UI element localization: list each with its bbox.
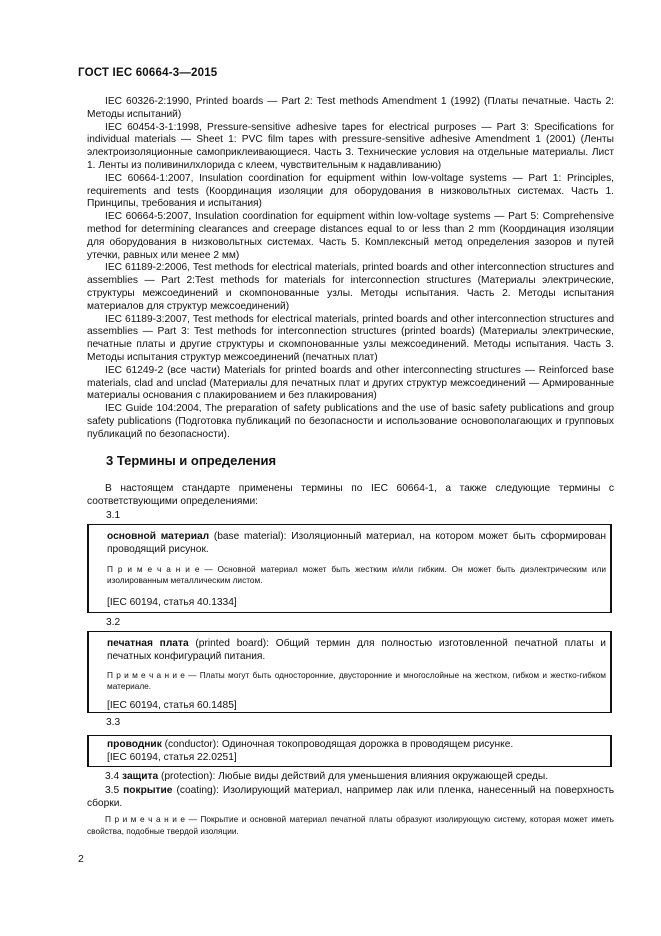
term-source: [IEC 60194, статья 40.1334] [107,596,237,608]
term-number: 3.1 [106,510,121,521]
term-number: 3.2 [106,617,121,628]
reference-item: IEC 61249-2 (все части) Materials for printed boards and other interconnecting structures — Reinforced base materials, clad and unclad (Материалы для печатных плат и других структур межсоединений — Армированные материалы основания с плакированием и без плакирования) [87,364,614,402]
reference-item: IEC 61189-3:2007, Test methods for electrical materials, printed boards and other interconnection structures and assemblies — Part 3: Test methods for interconnection structures (printed boards) (Материалы электрические, печатные платы и другие структуры и скомпонованные узлы межсоединений. Методы испытания. Часть 3. Методы испытания структур межсоединений (печатных плат) [87,313,614,363]
reference-item: IEC 60454-3-1:1998, Pressure-sensitive adhesive tapes for electrical purposes — Part 3: Specifications for individual materials — Sheet 1: PVC film tapes with pressure-sensitive adhesive Amendment 1 (2001) (Ленты электроизоляционные самоприклеивающиеся. Часть 3. Технические условия на отдельные материалы. Лист 1. Ленты из поливинилхлорида с клеем, чувствительным к надавливанию) [87,121,614,171]
term-number: 3.5 [105,785,120,796]
term-text: (base material): Изоляционный материал, на котором может быть сформирован проводящий рисунок. [107,531,606,555]
term-coating [87,785,614,811]
coating-note [87,814,614,837]
term-source: [IEC 60194, статья 60.1485] [107,699,237,711]
document-header: ГОСТ IEC 60664-3—2015 [78,67,218,79]
normative-references [87,96,614,442]
reference-item: IEC 61189-2:2006, Test methods for electrical materials, printed boards and other interconnection structures and assemblies — Part 2:Test methods for materials for interconnection structures (Материалы электрические, структуры межсоединений и скомпонованные узлы. Методы испытания. Часть 2. Методы испытания материалов для структур межсоединений) [87,262,614,312]
term-text: (protection): Любые виды действий для уменьшения влияния окружающей среды. [158,771,549,782]
term-box-base-material [87,524,612,613]
term-number: 3.4 [105,771,120,782]
term-name: проводник [107,739,162,750]
term-number: 3.3 [106,717,121,728]
term-definition [89,531,606,557]
note-label: П р и м е ч а н и е [107,563,200,574]
reference-item: IEC 60326-2:1990, Printed boards — Part 2: Test methods Amendment 1 (1992) (Платы печатные. Часть 2: Методы испытаний) [87,96,614,120]
term-definition [89,638,606,664]
term-name: покрытие [123,785,173,796]
section-title: 3 Термины и определения [106,453,277,468]
term-source: [IEC 60194, статья 22.0251] [107,751,237,763]
note-text: — Платы могут быть односторонние, двусторонние и многослойные на жестком, гибком и жестко-гибком материале. [107,669,606,692]
term-box-conductor [87,735,612,767]
term-text: (conductor): Одиночная токопроводящая дорожка в проводящем рисунке. [161,739,514,750]
term-definition [89,739,606,752]
note-text: — Основной материал может быть жестким и/или гибким. Он может быть диэлектрическим или изолированным металлическим листом. [107,563,606,586]
term-protection [87,771,614,784]
term-name: защита [122,771,159,782]
term-name: основной материал [107,531,210,542]
term-box-printed-board [87,631,612,713]
term-note [89,564,606,587]
note-label: П р и м е ч а н и е [107,669,185,680]
note-text: — Покрытие и основной материал печатной платы образуют изолирующую систему, которая может иметь свойства, подобные твердой изоляции. [87,814,614,836]
reference-item: IEC Guide 104:2004, The preparation of safety publications and the use of basic safety publications and group safety publications (Подготовка публикаций по безопасности и использование основополагающих и групповых публикаций по безопасности). [87,403,614,440]
term-text: (coating): Изолирующий материал, например лак или пленка, нанесенный на поверхность сборки. [87,785,614,809]
term-name: печатная плата [107,638,189,649]
reference-item: IEC 60664-1:2007, Insulation coordination for equipment within low-voltage systems — Part 1: Principles, requirements and tests (Координация изоляции для оборудования в низковольтных системах. Часть 1. Принципы, требования и испытания) [87,172,614,210]
note-label: П р и м е ч а н и е [105,814,186,824]
term-text: (printed board): Общий термин для полностью изготовленной печатной платы и печатных конфигураций питания. [107,638,606,662]
reference-item: IEC 60664-5:2007, Insulation coordination for equipment within low-voltage systems — Part 5: Comprehensive method for determining clearances and creepage distances equal to or less than 2 mm (Координация изоляции для оборудования в низковольтных системах. Часть 5. Комплексный метод определения зазоров и путей утечки, равных или менее 2 мм) [87,211,614,261]
page-number: 2 [78,853,84,865]
section-intro: В настоящем стандарте применены термины по IEC 60664-1, а также следующие термины с соответствующими определениями: [87,483,614,507]
term-note [89,670,606,693]
